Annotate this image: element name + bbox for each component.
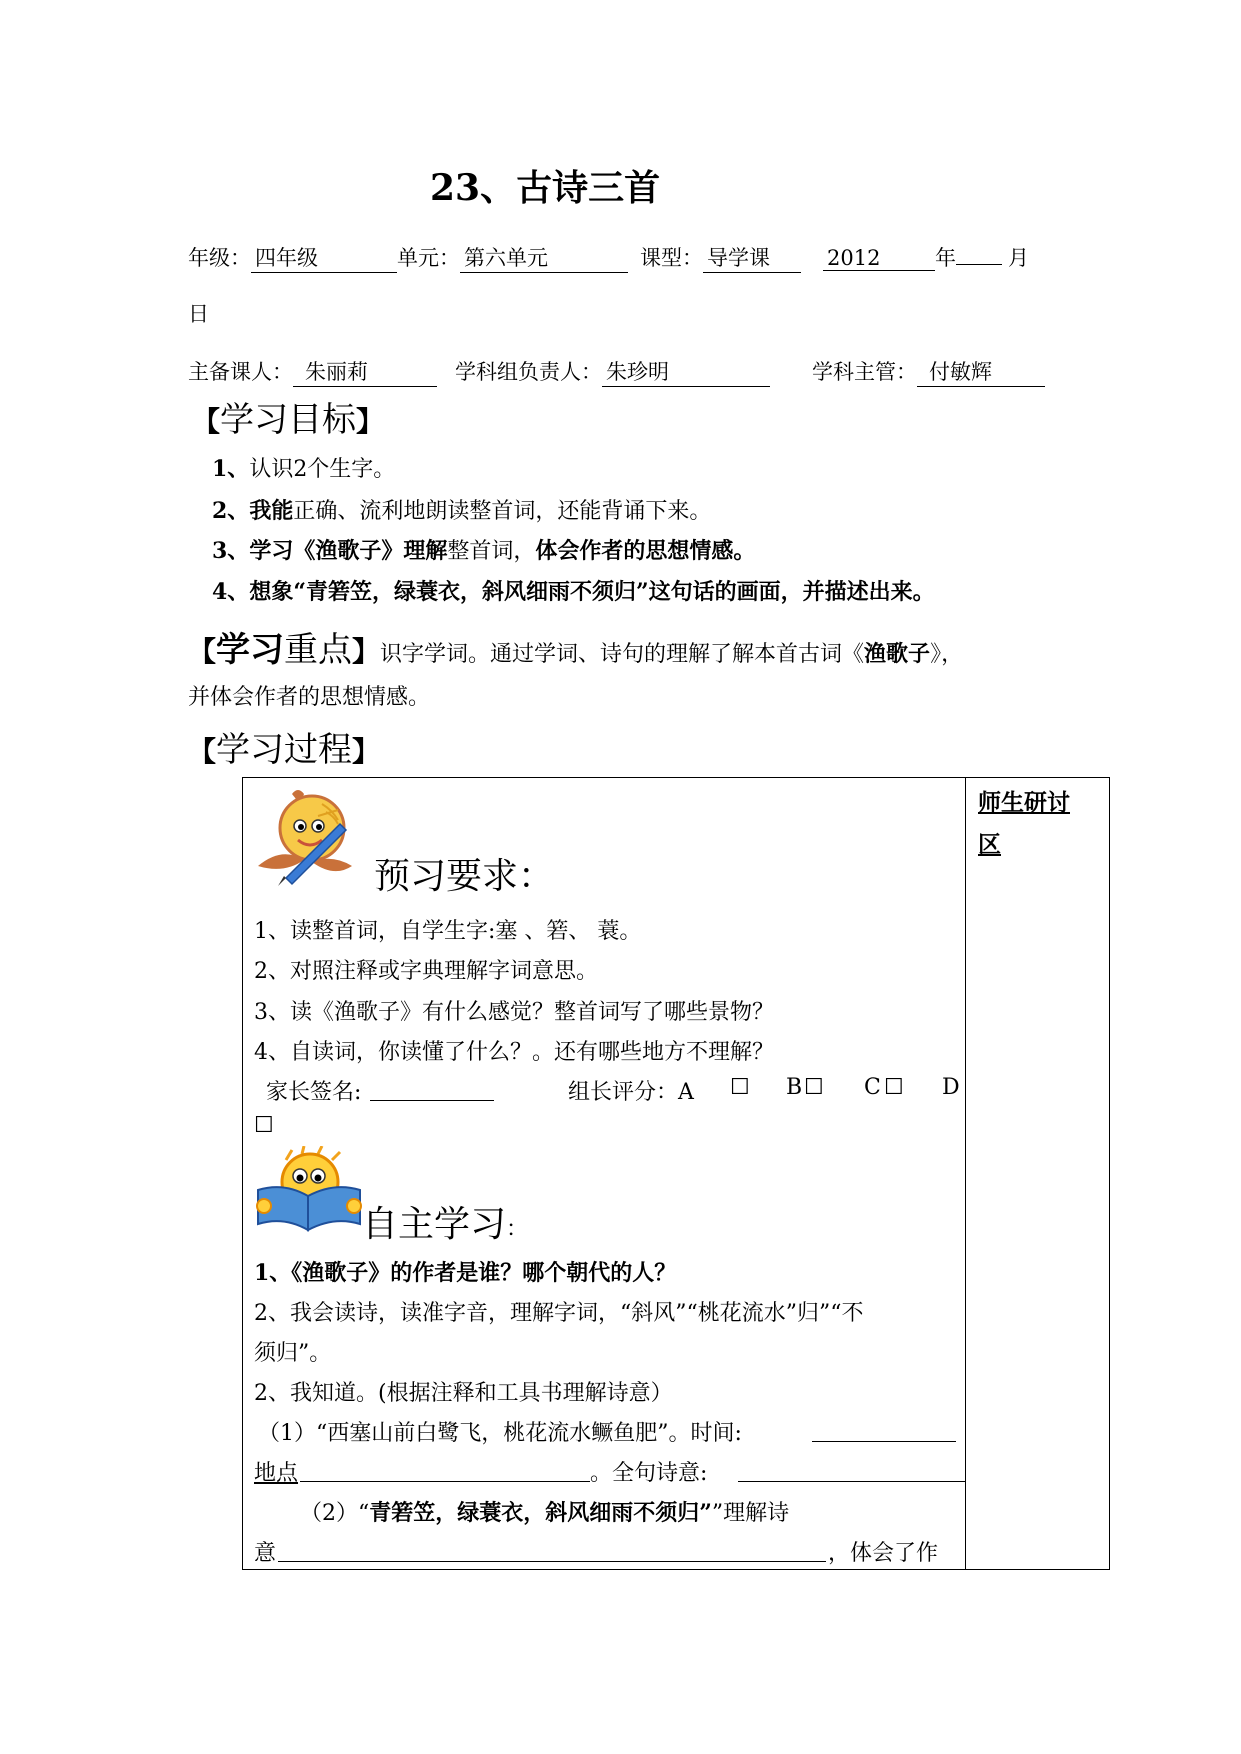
parent-sign-blank[interactable]	[370, 1100, 494, 1101]
supervisor-label: 学科主管：	[812, 360, 917, 384]
pencil-mascot-icon	[252, 786, 374, 888]
goal-item-1: 1、认识2个生字。	[212, 456, 396, 482]
checkbox-d[interactable]: ☐	[254, 1113, 274, 1138]
poem-line-1: （1）“西塞山前白鹭飞，桃花流水鳜鱼肥”。时间:	[258, 1421, 742, 1446]
reading-mascot-icon	[256, 1146, 362, 1232]
leader-label: 学科组负责人：	[455, 360, 602, 384]
focus-text: 识字学词。通过学词、诗句的理解了解本首古词《	[380, 642, 865, 667]
checkbox-b[interactable]: ☐	[804, 1075, 824, 1100]
poem-line-2: （2）“青箬笠，绿蓑衣，斜风细雨不须归””理解诗	[300, 1500, 790, 1526]
meta-row-1	[188, 242, 1029, 273]
focus-text-cont: 并体会作者的思想情感。	[188, 685, 431, 710]
type-label: 课型：	[640, 246, 703, 270]
poem-meaning-blank[interactable]	[278, 1561, 826, 1562]
option-b-label: B	[786, 1075, 803, 1100]
preview-item-2: 2、对照注释或字典理解字词意思。	[254, 959, 598, 984]
place-blank[interactable]	[300, 1481, 590, 1482]
preparer-label: 主备课人：	[188, 360, 293, 384]
year-value: 2012	[823, 246, 935, 271]
day-label: 日	[188, 302, 209, 326]
process-heading: 【学习过程】	[188, 730, 381, 770]
preview-item-3: 3、读《渔歌子》有什么感觉？整首词写了哪些景物？	[254, 1000, 774, 1025]
self-study-q1: 1、《渔歌子》的作者是谁？哪个朝代的人？	[254, 1260, 677, 1286]
self-study-q2a: 2、我会读诗，读准字音，理解字词，“斜风”“桃花流水”归”“不	[254, 1301, 864, 1326]
year-label: 年	[935, 246, 956, 270]
leader-value: 朱珍明	[602, 356, 770, 387]
preview-heading: 预习要求：	[374, 856, 555, 897]
focus-heading: 【学习重点】识字学词。通过学词、诗句的理解了解本首古词《渔歌子》，	[188, 630, 964, 670]
option-d-label: D	[942, 1075, 960, 1100]
self-study-q3: 2、我知道。(根据注释和工具书理解诗意）	[254, 1381, 673, 1406]
place-label: 地点	[254, 1461, 299, 1486]
type-value: 导学课	[703, 242, 801, 273]
parent-sign-label: 家长签名:	[266, 1080, 362, 1105]
month-blank	[956, 264, 1002, 265]
page-title: 23、古诗三首	[430, 167, 661, 209]
leader-eval-label: 组长评分：A	[568, 1080, 694, 1105]
process-side-cell	[966, 777, 1110, 1570]
goal-item-4: 4、想象“青箬笠，绿蓑衣，斜风细雨不须归”这句话的画面，并描述出来。	[212, 579, 935, 605]
checkbox-a[interactable]: ☐	[730, 1075, 750, 1100]
goals-heading: 【学习目标】	[192, 400, 385, 440]
grade-value: 四年级	[251, 242, 397, 273]
time-blank[interactable]	[812, 1441, 956, 1442]
unit-label: 单元：	[397, 246, 460, 270]
preview-item-1: 1、读整首词，自学生字:塞 、箬、 蓑。	[254, 919, 642, 944]
meaning-blank[interactable]	[738, 1481, 966, 1482]
month-label: 月	[1008, 246, 1029, 270]
goal-item-3: 3、学习《渔歌子》理解整首词，体会作者的思想情感。	[212, 538, 756, 564]
preparer-value: 朱丽莉	[293, 356, 437, 387]
yi-label: 意	[254, 1541, 277, 1566]
side-label: 师生研讨区	[978, 789, 1070, 858]
supervisor-value: 付敏辉	[917, 356, 1045, 387]
preview-item-4: 4、自读词，你读懂了什么？。还有哪些地方不理解？	[254, 1040, 774, 1065]
meaning-label: 。全句诗意:	[590, 1461, 708, 1486]
self-study-heading: 自主学习：	[362, 1204, 529, 1245]
self-study-q2b: 须归”。	[254, 1341, 332, 1366]
meta-row-2	[188, 356, 1045, 387]
poem-tail: ，体会了作	[828, 1541, 939, 1566]
checkbox-c[interactable]: ☐	[884, 1075, 904, 1100]
goals-heading-text: 学习目标	[220, 400, 357, 440]
goal-item-2: 2、我能正确、流利地朗读整首词，还能背诵下来。	[212, 498, 712, 524]
option-c-label: C	[864, 1075, 881, 1100]
unit-value: 第六单元	[460, 242, 628, 273]
grade-label: 年级：	[188, 246, 251, 270]
process-heading-text: 学习过程	[216, 730, 353, 770]
